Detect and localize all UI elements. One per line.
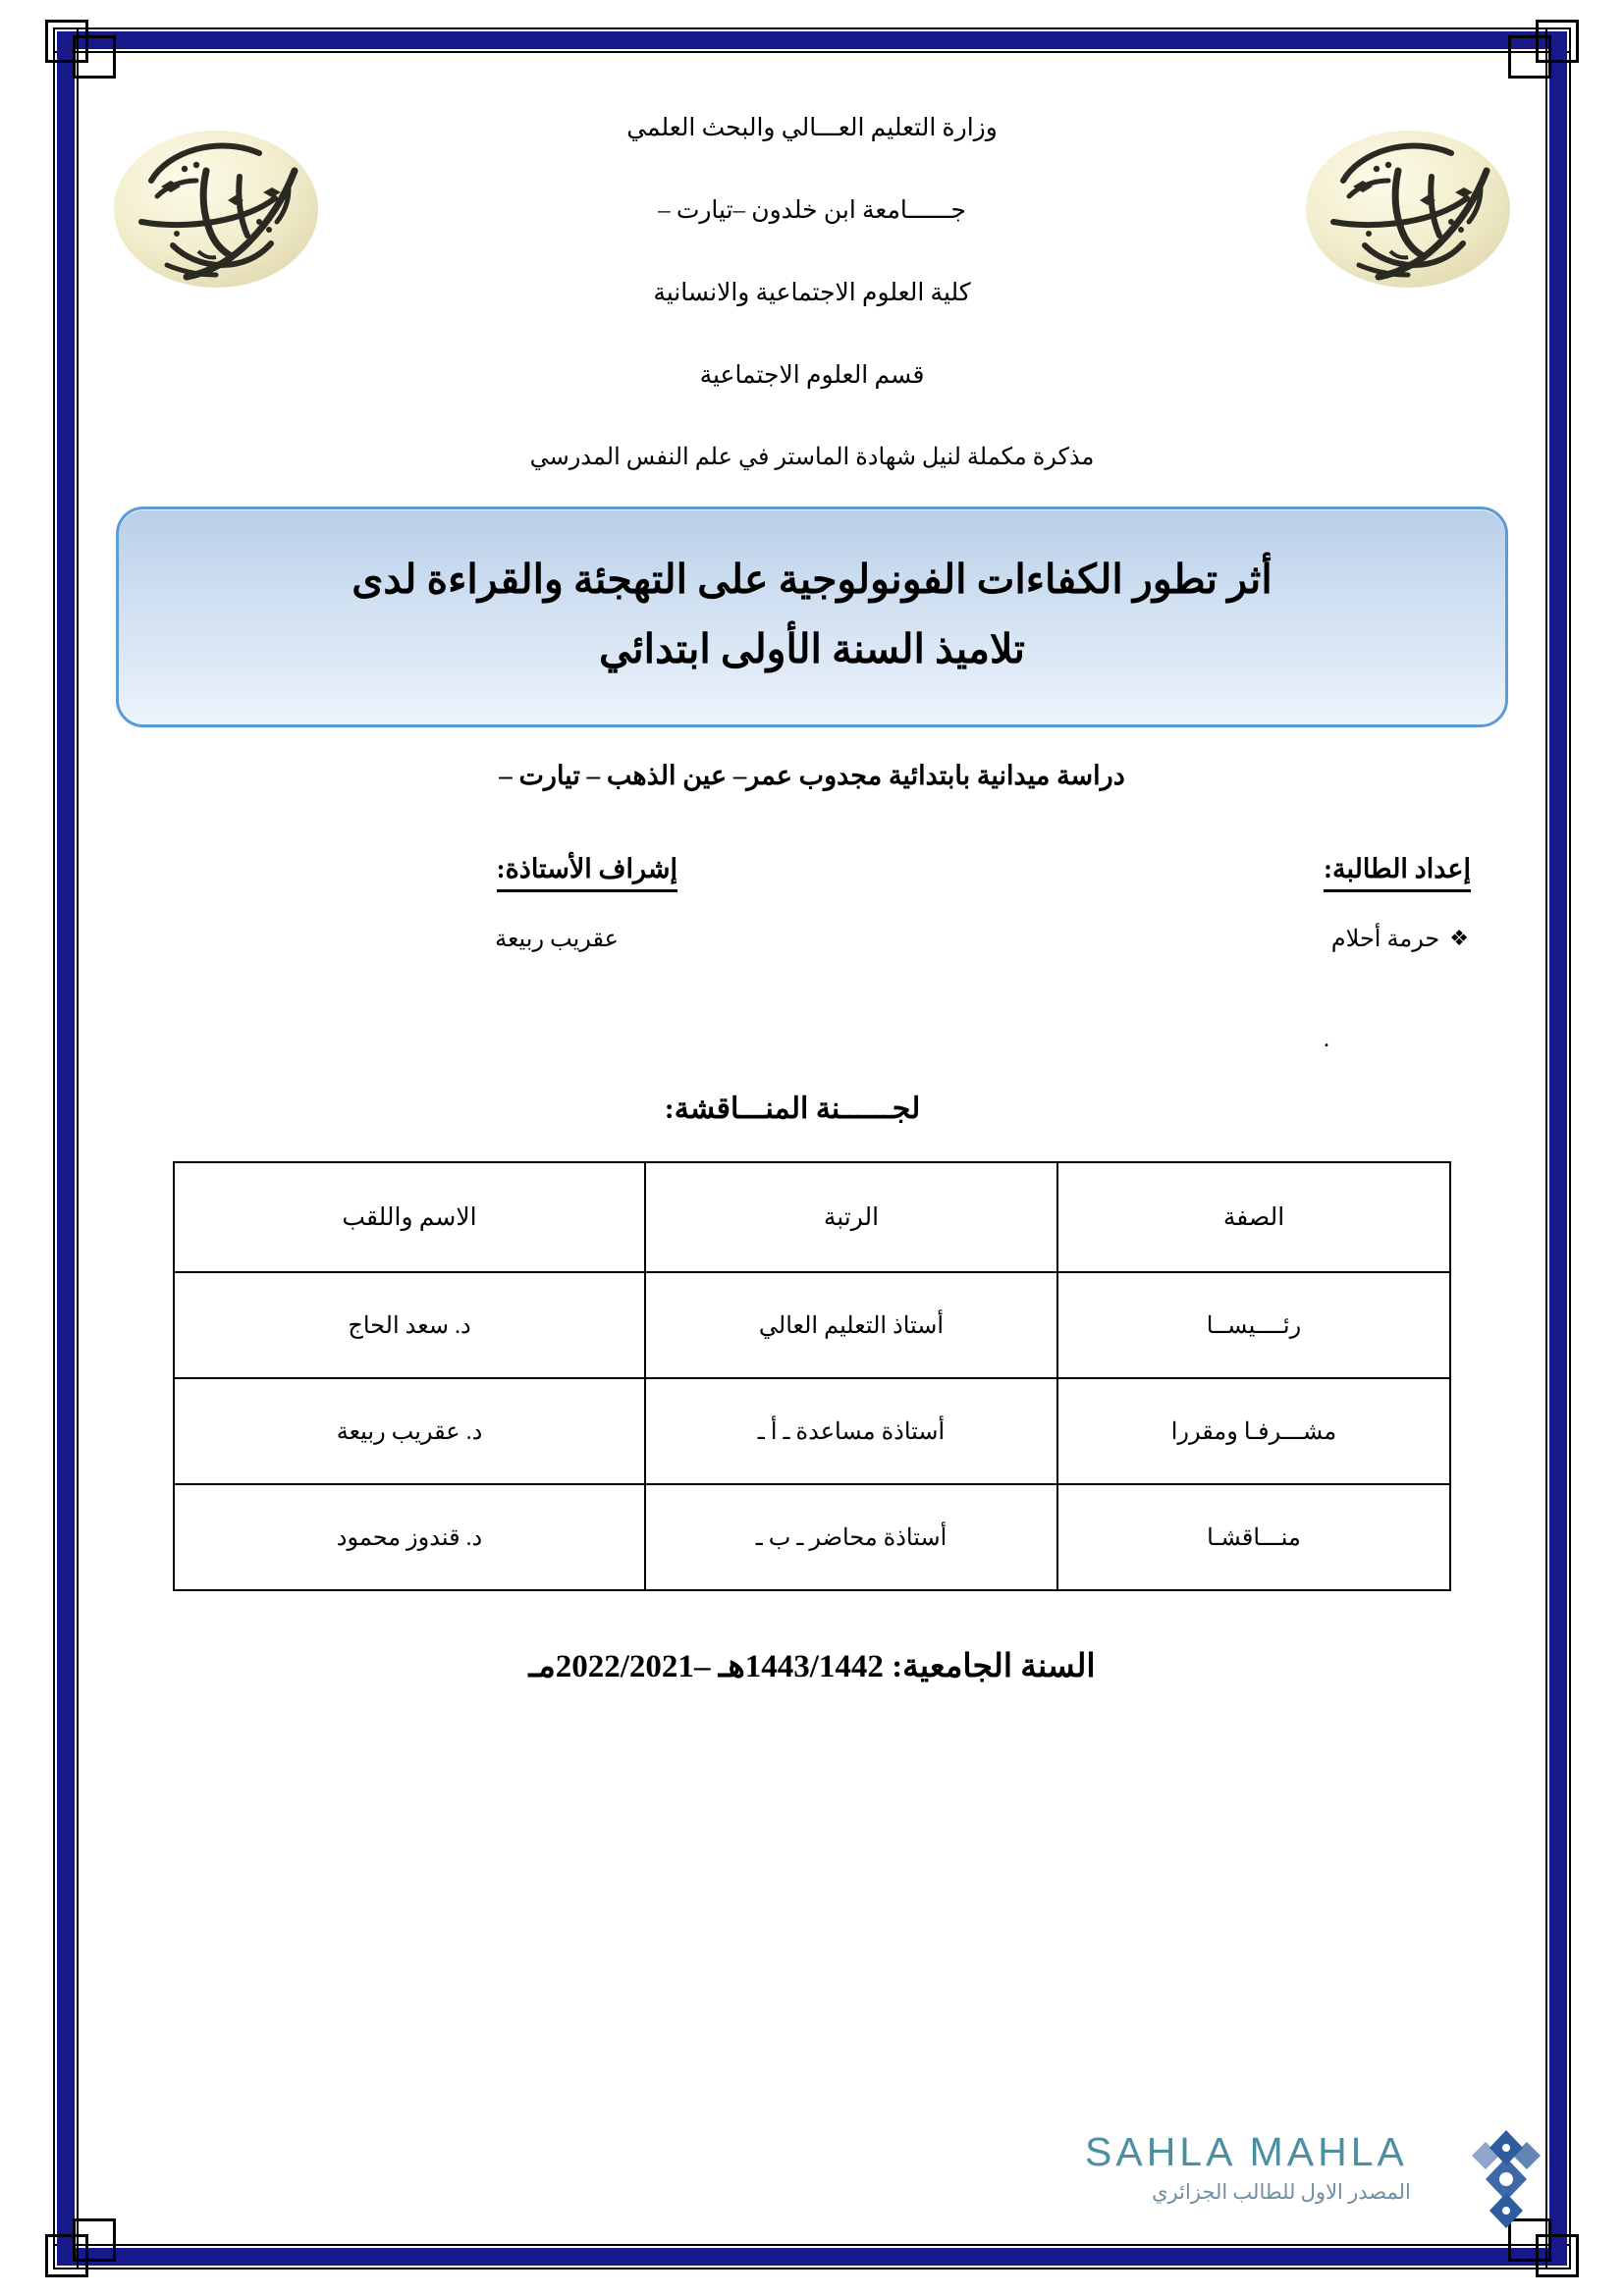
cover-page-content bbox=[98, 69, 1526, 2218]
border-band-bottom bbox=[57, 2248, 1567, 2266]
cell-rank: أستاذة مساعدة ـ أ ـ bbox=[645, 1378, 1057, 1484]
cell-role: مشـــرفـا ومقررا bbox=[1057, 1378, 1450, 1484]
cell-name: د. عقريب ربيعة bbox=[174, 1378, 645, 1484]
table-row bbox=[174, 1484, 1450, 1590]
credits-section bbox=[98, 852, 1526, 1053]
table-row bbox=[174, 1378, 1450, 1484]
student-heading: إعداد الطالبة: bbox=[1324, 852, 1471, 892]
institution-lines bbox=[98, 114, 1526, 472]
cell-name: د. سعد الحاج bbox=[174, 1272, 645, 1378]
border-band-left bbox=[57, 31, 75, 2266]
cell-rank: أستاذ التعليم العالي bbox=[645, 1272, 1057, 1378]
student-column bbox=[1039, 852, 1471, 957]
sahla-mahla-watermark bbox=[1085, 2129, 1537, 2248]
department-line: قسم العلوم الاجتماعية bbox=[699, 362, 925, 389]
column-header-rank: الرتبة bbox=[645, 1162, 1057, 1272]
university-line: جــــــامعة ابن خلدون –تيارت – bbox=[658, 197, 966, 224]
thesis-title-box bbox=[116, 507, 1508, 727]
academic-year-line: السنة الجامعية: 1443/1442هـ –2022/2021مـ bbox=[528, 1649, 1096, 1685]
cell-rank: أستاذة محاضر ـ ب ـ bbox=[645, 1484, 1057, 1590]
table-header-row bbox=[174, 1162, 1450, 1272]
stray-period-mark: . bbox=[1324, 1027, 1329, 1053]
supervisor-name: عقريب ربيعة bbox=[495, 927, 619, 953]
student-name: حرمة أحلام bbox=[1330, 927, 1440, 953]
supervisor-column bbox=[245, 852, 677, 957]
degree-note-line: مذكرة مكملة لنيل شهادة الماستر في علم النفس المدرسي bbox=[529, 445, 1095, 470]
watermark-brand: SAHLA MAHLA bbox=[1085, 2129, 1408, 2174]
diamond-bullet-icon: ❖ bbox=[1449, 926, 1469, 951]
thesis-title-line-1: أثر تطور الكفاءات الفونولوجية على التهجئة والقراءة لدى bbox=[352, 557, 1272, 602]
supervisor-heading: إشراف الأستاذة: bbox=[497, 852, 677, 892]
cell-role: رئــــيســا bbox=[1057, 1272, 1450, 1378]
cell-role: منـــاقشـا bbox=[1057, 1484, 1450, 1590]
sahla-mahla-logo-icon bbox=[1468, 2128, 1544, 2230]
thesis-title-line-2: تلاميذ السنة الأولى ابتدائي bbox=[599, 625, 1025, 671]
committee-heading: لجــــــنة المنـــاقشة: bbox=[664, 1093, 921, 1126]
cell-name: د. قندوز محمود bbox=[174, 1484, 645, 1590]
header-zone bbox=[98, 69, 1526, 501]
field-study-subtitle: دراسة ميدانية بابتدائية مجدوب عمر– عين الذهب – تيارت – bbox=[499, 761, 1125, 791]
watermark-tagline: المصدر الاول للطالب الجزائري bbox=[1152, 2180, 1411, 2204]
column-header-role: الصفة bbox=[1057, 1162, 1450, 1272]
student-name-row bbox=[1039, 924, 1471, 957]
border-band-right bbox=[1549, 31, 1567, 2266]
border-band-top bbox=[57, 31, 1567, 49]
ministry-line: وزارة التعليم العـــالي والبحث العلمي bbox=[626, 115, 998, 141]
table-row bbox=[174, 1272, 1450, 1378]
committee-table bbox=[173, 1161, 1451, 1591]
corner-knot-bottom-left-inner bbox=[73, 2218, 116, 2262]
faculty-line: كلية العلوم الاجتماعية والانسانية bbox=[653, 280, 971, 306]
column-header-name: الاسم واللقب bbox=[174, 1162, 645, 1272]
